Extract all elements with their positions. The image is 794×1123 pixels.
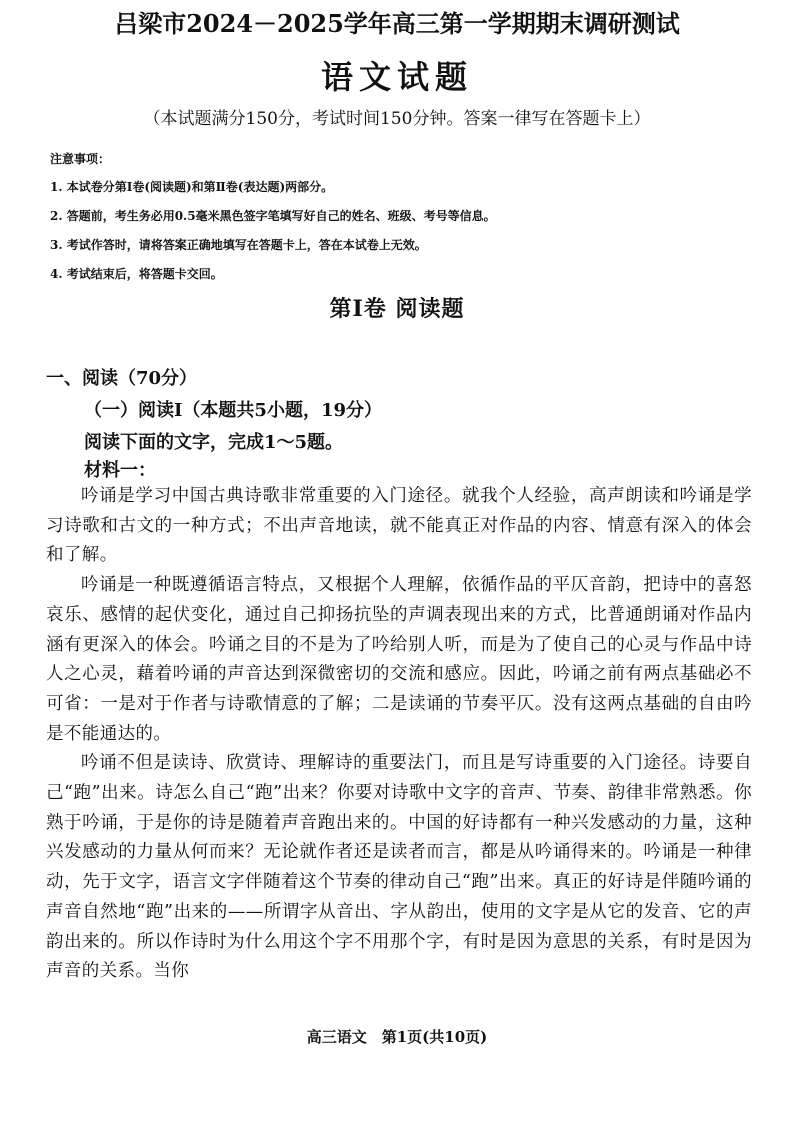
- material-label: 材料一：: [84, 460, 156, 481]
- note-item: 1. 本试卷分第Ⅰ卷(阅读题)和第Ⅱ卷(表达题)两部分。: [50, 180, 334, 194]
- subsection-heading: （一）阅读Ⅰ（本题共5小题，19分）: [84, 400, 382, 421]
- section-heading: 一、阅读（70分）: [46, 368, 198, 389]
- exam-title: 吕梁市2024－2025学年高三第一学期期末调研测试: [114, 9, 680, 38]
- notes-heading: 注意事项：: [50, 152, 111, 166]
- page-footer: 高三语文 第1页(共10页): [306, 1028, 488, 1046]
- paragraph: 吟诵是学习中国古典诗歌非常重要的入门途径。就我个人经验，高声朗读和吟诵是学习诗歌和古文的一种方式；不出声音地读，就不能真正对作品的内容、情意有深入的体会和了解。: [46, 486, 752, 566]
- exam-info: （本试题满分150分，考试时间150分钟。答案一律写在答题卡上）: [143, 109, 651, 129]
- reading-instruction: 阅读下面的文字，完成1～5题。: [84, 432, 344, 453]
- volume-title: 第Ⅰ卷 阅读题: [329, 296, 465, 322]
- paragraph: 吟诵不但是读诗、欣赏诗、理解诗的重要法门，而且是写诗重要的入门途径。诗要自己“跑”出来。诗怎么自己“跑”出来？你要对诗歌中文字的音声、节奏、韵律非常熟悉。你熟于吟诵，于是你的诗是随着声音跑出来的。中国的好诗都有一种兴发感动的力量，这种兴发感动的力量从何而来？无论就作者还是读者而言，都是从吟诵得来的。吟诵是一种律动，先于文字，语言文字伴随着这个节奏的律动自己“跑”出来。真正的好诗是伴随吟诵的声音自然地“跑”出来的——所谓字从音出、字从韵出，使用的文字是从它的发音、它的声韵出来的。所以作诗时为什么用这个字不用那个字，有时是因为意思的关系，有时是因为声音的关系。当你: [46, 753, 752, 982]
- material-body: [46, 482, 752, 987]
- note-item: 2. 答题前，考生务必用0.5毫米黑色签字笔填写好自己的姓名、班级、考号等信息。: [50, 209, 496, 223]
- paragraph: 吟诵是一种既遵循语言特点，又根据个人理解，依循作品的平仄音韵，把诗中的喜怒哀乐、感情的起伏变化，通过自己抑扬抗坠的声调表现出来的方式，比普通朗诵对作品内涵有更深入的体会。吟诵之目的不是为了吟给别人听，而是为了使自己的心灵与作品中诗人之心灵，藉着吟诵的声音达到深微密切的交流和感应。因此，吟诵之前有两点基础必不可省：一是对于作者与诗歌情意的了解；二是读诵的节奏平仄。没有这两点基础的自由吟是不能通达的。: [46, 575, 752, 744]
- subject-title: 语文试题: [320, 58, 473, 96]
- note-item: 4. 考试结束后，将答题卡交回。: [50, 267, 223, 281]
- notes-block: [50, 150, 750, 294]
- note-item: 3. 考试作答时，请将答案正确地填写在答题卡上，答在本试卷上无效。: [50, 238, 427, 252]
